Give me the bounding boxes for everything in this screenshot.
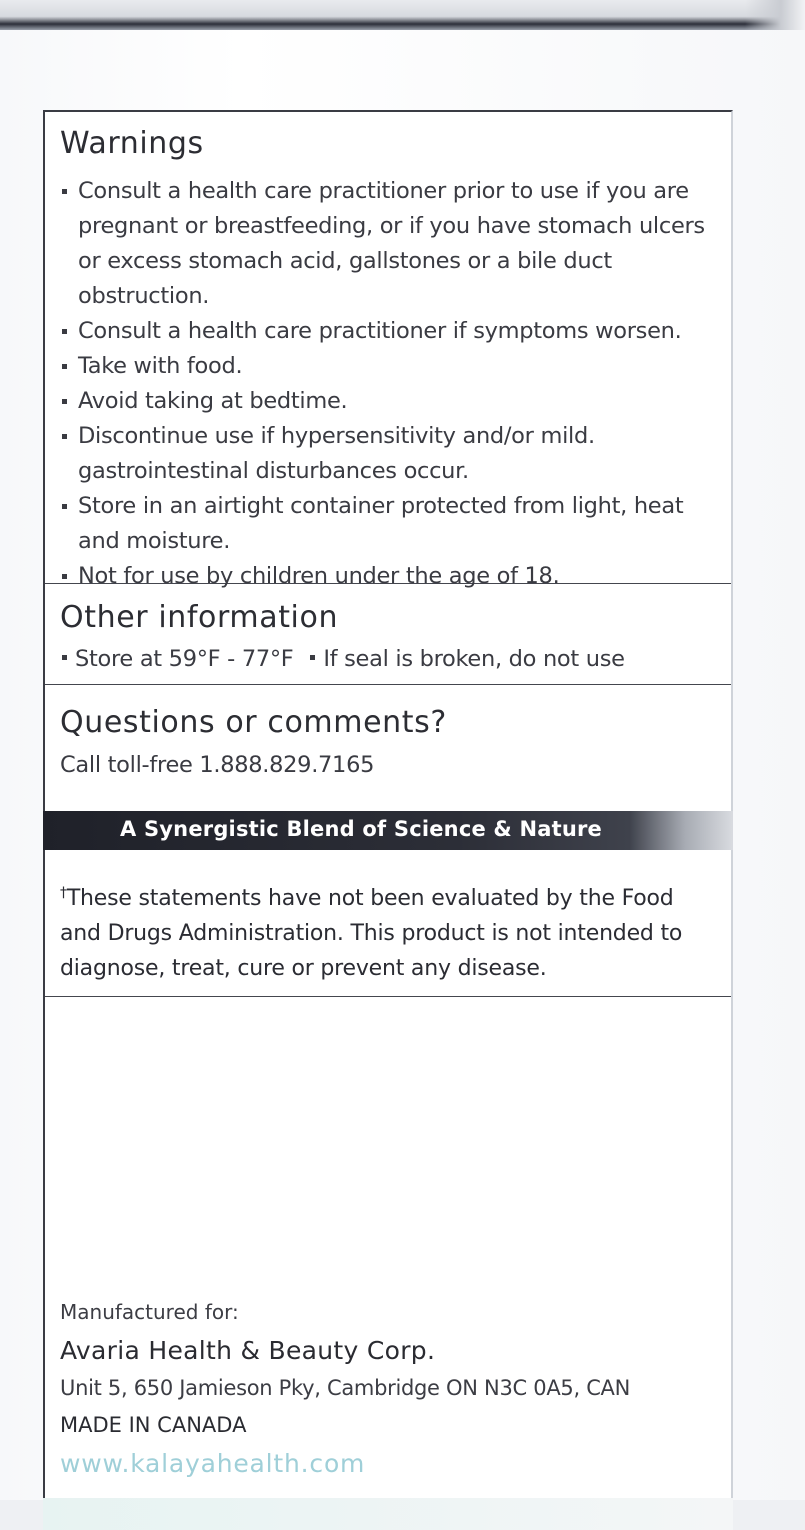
country-of-origin: MADE IN CANADA	[60, 1413, 247, 1437]
other-information-section	[45, 584, 731, 685]
warning-item: Discontinue use if hypersensitivity and/or mild. gastrointestinal disturbances occur.	[60, 419, 725, 489]
company-name: Avaria Health & Beauty Corp.	[60, 1336, 436, 1365]
website-link[interactable]: www.kalayahealth.com	[60, 1449, 366, 1478]
other-information-heading: Other information	[60, 600, 339, 635]
dagger-mark: †	[60, 885, 67, 901]
slogan-text: A Synergistic Blend of Science & Nature	[120, 817, 602, 841]
package-top-edge	[0, 0, 805, 30]
warning-item: Store in an airtight container protected from light, heat and moisture.	[60, 489, 725, 559]
label-box	[43, 110, 733, 1498]
warning-item: Consult a health care practitioner prior to use if you are pregnant or breastfeeding, or if you have stomach ulcers or excess stomach acid, gallstones or a bile duct obstruction.	[60, 174, 725, 314]
seal-warning: If seal is broken, do not use	[323, 646, 625, 672]
warning-item: Consult a health care practitioner if symptoms worsen.	[60, 314, 725, 349]
toll-free-number: Call toll-free 1.888.829.7165	[60, 752, 375, 778]
bullet-icon	[310, 655, 315, 660]
warnings-section	[45, 112, 731, 589]
disclaimer-text	[60, 876, 720, 986]
warning-item: Not for use by children under the age of 18.	[60, 559, 725, 594]
manufacturer-info	[60, 1300, 730, 1478]
disclaimer-body: These statements have not been evaluated by the Food and Drugs Administration. This product is not intended to diagnose, treat, cure or prevent any disease.	[60, 886, 683, 981]
questions-section	[45, 685, 731, 811]
questions-heading: Questions or comments?	[60, 705, 447, 740]
warning-item: Avoid taking at bedtime.	[60, 384, 725, 419]
other-information-line	[60, 646, 625, 672]
manufactured-for-label: Manufactured for:	[60, 1300, 239, 1324]
warning-item: Take with food.	[60, 349, 725, 384]
warnings-heading: Warnings	[60, 126, 204, 161]
company-address: Unit 5, 650 Jamieson Pky, Cambridge ON N3C 0A5, CAN	[60, 1376, 631, 1400]
bullet-icon	[62, 655, 67, 660]
package-panel	[0, 30, 805, 1500]
warnings-list	[60, 174, 725, 594]
storage-temperature: Store at 59°F - 77°F	[75, 646, 294, 672]
bottom-strip	[43, 1498, 733, 1530]
slogan-banner	[43, 811, 733, 850]
disclaimer-section	[45, 850, 731, 997]
